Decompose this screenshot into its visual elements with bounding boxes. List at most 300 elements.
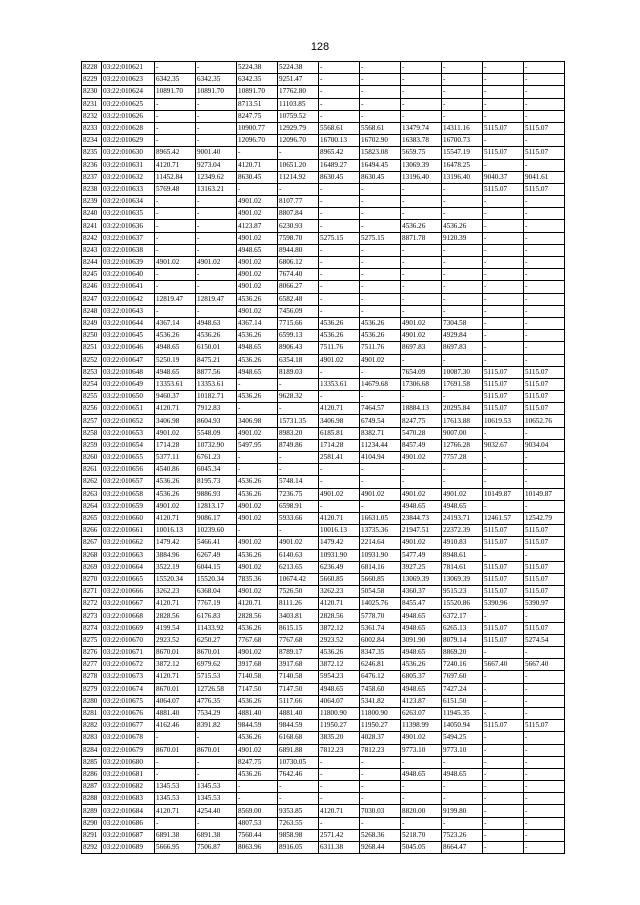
- table-cell: 21947.51: [401, 525, 442, 537]
- table-cell: 13196.40: [401, 171, 442, 183]
- table-cell: 03:22:010633: [102, 183, 155, 195]
- table-cell: -: [524, 232, 565, 244]
- table-cell: -: [401, 62, 442, 74]
- table-row: [82, 342, 565, 354]
- table-cell: -: [524, 500, 565, 512]
- table-cell: -: [278, 464, 319, 476]
- table-cell: -: [401, 269, 442, 281]
- table-cell: 5667.40: [524, 659, 565, 671]
- table-cell: 9199.80: [442, 805, 483, 817]
- table-cell: 10149.87: [483, 488, 524, 500]
- table-cell: 9086.17: [196, 512, 237, 524]
- table-cell: 8965.42: [155, 147, 196, 159]
- table-cell: -: [319, 793, 360, 805]
- table-cell: 03:22:010639: [102, 257, 155, 269]
- table-cell: 5115.07: [483, 586, 524, 598]
- table-cell: 8275: [82, 634, 102, 646]
- table-cell: 8289: [82, 805, 102, 817]
- table-cell: 12096.70: [278, 135, 319, 147]
- table-row: [82, 634, 565, 646]
- table-row: [82, 244, 565, 256]
- table-cell: 5390.97: [524, 598, 565, 610]
- table-cell: 03:22:010674: [102, 683, 155, 695]
- table-cell: 18884.13: [401, 403, 442, 415]
- table-cell: 03:22:010675: [102, 695, 155, 707]
- table-cell: -: [319, 366, 360, 378]
- table-cell: 1345.53: [155, 793, 196, 805]
- table-cell: 2571.42: [319, 829, 360, 841]
- table-cell: 11398.99: [401, 720, 442, 732]
- table-cell: 15520.34: [196, 573, 237, 585]
- table-row: [82, 330, 565, 342]
- table-cell: 9040.37: [483, 171, 524, 183]
- table-cell: -: [524, 732, 565, 744]
- table-cell: 7464.57: [360, 403, 401, 415]
- table-cell: -: [483, 549, 524, 561]
- table-cell: 5115.07: [483, 366, 524, 378]
- table-cell: 5115.07: [483, 622, 524, 634]
- table-cell: -: [360, 781, 401, 793]
- table-cell: -: [442, 354, 483, 366]
- table-cell: 8233: [82, 122, 102, 134]
- table-cell: -: [196, 768, 237, 780]
- table-cell: 9773.10: [401, 744, 442, 756]
- table-cell: -: [237, 183, 278, 195]
- page-number: 128: [310, 41, 330, 53]
- table-cell: 7912.83: [196, 403, 237, 415]
- table-cell: 5715.53: [196, 671, 237, 683]
- table-cell: 5115.07: [524, 378, 565, 390]
- table-cell: 8248: [82, 305, 102, 317]
- table-cell: 8266: [82, 525, 102, 537]
- table-row: [82, 122, 565, 134]
- table-cell: 7030.03: [360, 805, 401, 817]
- table-cell: 8244: [82, 257, 102, 269]
- table-cell: 9460.37: [155, 391, 196, 403]
- table-cell: 5778.70: [360, 610, 401, 622]
- table-cell: -: [483, 842, 524, 854]
- table-cell: 03:22:010634: [102, 196, 155, 208]
- table-cell: 4120.71: [319, 598, 360, 610]
- table-cell: 8238: [82, 183, 102, 195]
- table-cell: -: [319, 74, 360, 86]
- table-cell: 03:22:010625: [102, 98, 155, 110]
- table-cell: 6044.15: [196, 561, 237, 573]
- table-cell: 8630.45: [237, 171, 278, 183]
- table-cell: -: [483, 756, 524, 768]
- table-cell: -: [401, 110, 442, 122]
- table-cell: 3406.98: [155, 415, 196, 427]
- table-cell: 22372.39: [442, 525, 483, 537]
- table-cell: 6368.04: [196, 586, 237, 598]
- table-cell: -: [278, 403, 319, 415]
- table-cell: 8670.01: [155, 744, 196, 756]
- table-cell: 10087.30: [442, 366, 483, 378]
- table-cell: 5660.85: [360, 573, 401, 585]
- table-cell: 9001.40: [196, 147, 237, 159]
- table-cell: 7511.76: [319, 342, 360, 354]
- table-cell: -: [524, 744, 565, 756]
- table-cell: -: [319, 62, 360, 74]
- table-cell: 8292: [82, 842, 102, 854]
- table-cell: 9120.39: [442, 232, 483, 244]
- table-cell: 8670.01: [155, 683, 196, 695]
- table-cell: 7458.60: [360, 683, 401, 695]
- table-cell: -: [442, 817, 483, 829]
- table-cell: 4120.71: [237, 598, 278, 610]
- data-table: [81, 61, 565, 854]
- table-cell: -: [483, 464, 524, 476]
- table-cell: 4948.65: [401, 768, 442, 780]
- table-cell: 3403.81: [278, 610, 319, 622]
- table-row: [82, 439, 565, 451]
- table-cell: 5115.07: [483, 525, 524, 537]
- table-cell: 4120.71: [155, 512, 196, 524]
- table-row: [82, 598, 565, 610]
- table-cell: -: [360, 196, 401, 208]
- table-cell: 9844.59: [237, 720, 278, 732]
- table-cell: 8455.47: [401, 598, 442, 610]
- table-cell: -: [483, 159, 524, 171]
- table-cell: -: [524, 671, 565, 683]
- table-cell: 5769.48: [155, 183, 196, 195]
- table-cell: 8251: [82, 342, 102, 354]
- table-cell: 6151.50: [442, 695, 483, 707]
- table-cell: -: [319, 244, 360, 256]
- table-cell: 2828.56: [319, 610, 360, 622]
- table-row: [82, 732, 565, 744]
- table-cell: 8382.71: [360, 427, 401, 439]
- table-cell: 8247: [82, 293, 102, 305]
- table-cell: -: [483, 135, 524, 147]
- table-cell: 6230.93: [278, 220, 319, 232]
- table-cell: 8247.75: [237, 110, 278, 122]
- table-cell: -: [155, 244, 196, 256]
- table-cell: 12813.17: [196, 500, 237, 512]
- table-cell: 7767.68: [278, 634, 319, 646]
- table-cell: -: [442, 781, 483, 793]
- table-cell: 10652.76: [524, 415, 565, 427]
- table-cell: 5115.07: [524, 622, 565, 634]
- table-cell: -: [401, 208, 442, 220]
- table-row: [82, 829, 565, 841]
- table-cell: 8063.96: [237, 842, 278, 854]
- table-cell: 4948.65: [401, 683, 442, 695]
- table-cell: -: [524, 86, 565, 98]
- table-cell: 5361.74: [360, 622, 401, 634]
- table-cell: 12461.57: [483, 512, 524, 524]
- table-cell: 4901.02: [237, 196, 278, 208]
- table-cell: 03:22:010689: [102, 842, 155, 854]
- table-cell: -: [483, 196, 524, 208]
- table-cell: 11234.44: [360, 439, 401, 451]
- table-cell: 4948.65: [155, 342, 196, 354]
- table-row: [82, 159, 565, 171]
- table-cell: 8697.83: [401, 342, 442, 354]
- table-cell: 6342.35: [155, 74, 196, 86]
- table-cell: -: [278, 525, 319, 537]
- table-cell: 7140.58: [237, 671, 278, 683]
- table-cell: 6263.07: [401, 707, 442, 719]
- table-cell: 4536.26: [237, 549, 278, 561]
- table-row: [82, 366, 565, 378]
- table-cell: 4901.02: [360, 354, 401, 366]
- table-cell: 7147.50: [237, 683, 278, 695]
- table-cell: 03:22:010646: [102, 342, 155, 354]
- table-cell: 5477.49: [401, 549, 442, 561]
- table-cell: 5115.07: [524, 537, 565, 549]
- table-cell: 8066.27: [278, 281, 319, 293]
- table-cell: -: [483, 244, 524, 256]
- table-cell: 3927.25: [401, 561, 442, 573]
- table-cell: 4901.02: [278, 537, 319, 549]
- table-cell: 8282: [82, 720, 102, 732]
- table-row: [82, 683, 565, 695]
- table-cell: 10900.77: [237, 122, 278, 134]
- table-cell: 2581.41: [319, 452, 360, 464]
- table-cell: 4881.40: [237, 707, 278, 719]
- table-cell: -: [155, 135, 196, 147]
- table-cell: 7147.50: [278, 683, 319, 695]
- table-cell: 8231: [82, 98, 102, 110]
- table-cell: 10891.70: [237, 86, 278, 98]
- table-cell: 5748.14: [278, 476, 319, 488]
- table-cell: 8274: [82, 622, 102, 634]
- table-row: [82, 257, 565, 269]
- table-cell: 17306.68: [401, 378, 442, 390]
- table-cell: 5390.96: [483, 598, 524, 610]
- table-cell: 4948.65: [401, 610, 442, 622]
- table-cell: -: [360, 86, 401, 98]
- table-cell: -: [401, 391, 442, 403]
- table-cell: -: [360, 476, 401, 488]
- table-cell: -: [524, 98, 565, 110]
- table-cell: -: [401, 281, 442, 293]
- table-cell: -: [360, 62, 401, 74]
- table-cell: 5115.07: [524, 403, 565, 415]
- table-cell: -: [483, 232, 524, 244]
- table-cell: 03:22:010663: [102, 549, 155, 561]
- table-cell: 8237: [82, 171, 102, 183]
- table-cell: 9844.59: [278, 720, 319, 732]
- table-cell: 7715.66: [278, 317, 319, 329]
- table-cell: -: [196, 220, 237, 232]
- table-cell: -: [524, 805, 565, 817]
- table-cell: 5268.36: [360, 829, 401, 841]
- table-cell: 8615.15: [278, 622, 319, 634]
- table-cell: 4254.40: [196, 805, 237, 817]
- table-cell: -: [196, 196, 237, 208]
- table-cell: 16383.78: [401, 135, 442, 147]
- table-cell: 7523.26: [442, 829, 483, 841]
- table-cell: -: [155, 305, 196, 317]
- table-cell: -: [155, 756, 196, 768]
- table-cell: 3406.98: [319, 415, 360, 427]
- table-cell: 8670.01: [196, 744, 237, 756]
- table-cell: 03:22:010653: [102, 427, 155, 439]
- table-cell: 4901.02: [237, 586, 278, 598]
- table-cell: -: [360, 244, 401, 256]
- table-cell: -: [237, 452, 278, 464]
- table-row: [82, 842, 565, 854]
- table-cell: 7511.76: [360, 342, 401, 354]
- table-cell: -: [401, 98, 442, 110]
- table-cell: -: [483, 86, 524, 98]
- table-cell: -: [524, 281, 565, 293]
- table-cell: 8807.84: [278, 208, 319, 220]
- table-cell: 5568.61: [360, 122, 401, 134]
- table-cell: 8268: [82, 549, 102, 561]
- table-cell: 8256: [82, 403, 102, 415]
- table-cell: 4120.71: [155, 671, 196, 683]
- table-cell: 8948.61: [442, 549, 483, 561]
- table-cell: 5054.58: [360, 586, 401, 598]
- table-cell: 8664.47: [442, 842, 483, 854]
- table-row: [82, 707, 565, 719]
- table-cell: 03:22:010687: [102, 829, 155, 841]
- table-cell: 8241: [82, 220, 102, 232]
- table-cell: 5115.07: [524, 147, 565, 159]
- table-cell: 4901.02: [237, 647, 278, 659]
- table-cell: 7642.46: [278, 768, 319, 780]
- table-cell: -: [319, 281, 360, 293]
- table-cell: -: [319, 269, 360, 281]
- table-cell: 8271: [82, 586, 102, 598]
- table-cell: -: [524, 427, 565, 439]
- table-cell: 15823.08: [360, 147, 401, 159]
- table-cell: 4536.26: [360, 317, 401, 329]
- table-cell: -: [524, 476, 565, 488]
- table-cell: -: [442, 293, 483, 305]
- table-cell: 9773.10: [442, 744, 483, 756]
- table-cell: 9268.44: [360, 842, 401, 854]
- table-cell: 9273.04: [196, 159, 237, 171]
- table-cell: 5117.66: [278, 695, 319, 707]
- table-cell: 8285: [82, 756, 102, 768]
- table-cell: 1714.28: [319, 439, 360, 451]
- table-cell: 8189.03: [278, 366, 319, 378]
- table-row: [82, 415, 565, 427]
- table-cell: -: [401, 257, 442, 269]
- table-cell: 12929.79: [278, 122, 319, 134]
- table-cell: 8228: [82, 62, 102, 74]
- table-cell: -: [483, 683, 524, 695]
- table-cell: 9353.85: [278, 805, 319, 817]
- table-cell: -: [401, 305, 442, 317]
- table-cell: 6140.63: [278, 549, 319, 561]
- table-row: [82, 452, 565, 464]
- table-cell: 5275.15: [360, 232, 401, 244]
- table-cell: 03:22:010681: [102, 768, 155, 780]
- table-cell: 10182.71: [196, 391, 237, 403]
- table-cell: -: [524, 452, 565, 464]
- table-cell: 4901.02: [319, 488, 360, 500]
- table-cell: 3522.19: [155, 561, 196, 573]
- table-cell: 8569.00: [237, 805, 278, 817]
- table-cell: 8630.45: [360, 171, 401, 183]
- table-row: [82, 98, 565, 110]
- table-cell: -: [360, 183, 401, 195]
- table-cell: 03:22:010632: [102, 171, 155, 183]
- table-cell: 8281: [82, 707, 102, 719]
- table-cell: 4948.65: [237, 342, 278, 354]
- table-row: [82, 378, 565, 390]
- table-cell: -: [360, 220, 401, 232]
- table-cell: 4536.26: [237, 293, 278, 305]
- table-cell: -: [483, 610, 524, 622]
- table-row: [82, 281, 565, 293]
- table-cell: -: [483, 500, 524, 512]
- table-cell: 1479.42: [155, 537, 196, 549]
- table-cell: 4536.26: [442, 220, 483, 232]
- table-cell: 6582.48: [278, 293, 319, 305]
- table-cell: 4948.65: [319, 683, 360, 695]
- table-cell: 8258: [82, 427, 102, 439]
- table-cell: -: [360, 293, 401, 305]
- table-cell: 8243: [82, 244, 102, 256]
- table-cell: 4881.40: [278, 707, 319, 719]
- table-cell: 5224.38: [278, 62, 319, 74]
- table-cell: 03:22:010644: [102, 317, 155, 329]
- table-cell: 8107.77: [278, 196, 319, 208]
- table-cell: 7236.75: [278, 488, 319, 500]
- table-cell: 9007.00: [442, 427, 483, 439]
- table-row: [82, 354, 565, 366]
- table-cell: -: [442, 464, 483, 476]
- table-cell: 6002.84: [360, 634, 401, 646]
- table-cell: 1714.28: [155, 439, 196, 451]
- table-cell: 4536.26: [237, 330, 278, 342]
- table-cell: 8267: [82, 537, 102, 549]
- table-cell: -: [401, 793, 442, 805]
- table-cell: 6891.88: [278, 744, 319, 756]
- table-cell: -: [360, 74, 401, 86]
- table-cell: 6150.01: [196, 342, 237, 354]
- table-cell: 4536.26: [401, 220, 442, 232]
- table-cell: -: [319, 756, 360, 768]
- table-cell: 4536.26: [401, 659, 442, 671]
- table-cell: 03:22:010648: [102, 366, 155, 378]
- table-cell: -: [401, 476, 442, 488]
- table-cell: 10732.90: [196, 439, 237, 451]
- table-cell: 8261: [82, 464, 102, 476]
- table-cell: 5115.07: [524, 586, 565, 598]
- table-cell: -: [155, 110, 196, 122]
- table-cell: 4901.02: [401, 452, 442, 464]
- table-cell: 15520.86: [442, 598, 483, 610]
- table-cell: 03:22:010642: [102, 293, 155, 305]
- table-cell: 03:22:010679: [102, 744, 155, 756]
- table-cell: -: [196, 281, 237, 293]
- table-cell: 4901.02: [401, 330, 442, 342]
- table-cell: 7767.19: [196, 598, 237, 610]
- table-cell: 10891.70: [196, 86, 237, 98]
- table-cell: 8255: [82, 391, 102, 403]
- table-cell: 8283: [82, 732, 102, 744]
- table-cell: 3917.68: [278, 659, 319, 671]
- table-row: [82, 622, 565, 634]
- table-cell: 11950.27: [360, 720, 401, 732]
- table-cell: 5954.23: [319, 671, 360, 683]
- table-cell: 4367.14: [237, 317, 278, 329]
- table-cell: 12349.62: [196, 171, 237, 183]
- table-cell: 11214.92: [278, 171, 319, 183]
- table-cell: 03:22:010652: [102, 415, 155, 427]
- table-cell: 03:22:010678: [102, 732, 155, 744]
- table-row: [82, 183, 565, 195]
- table-cell: 5115.07: [483, 378, 524, 390]
- table-cell: 7263.55: [278, 817, 319, 829]
